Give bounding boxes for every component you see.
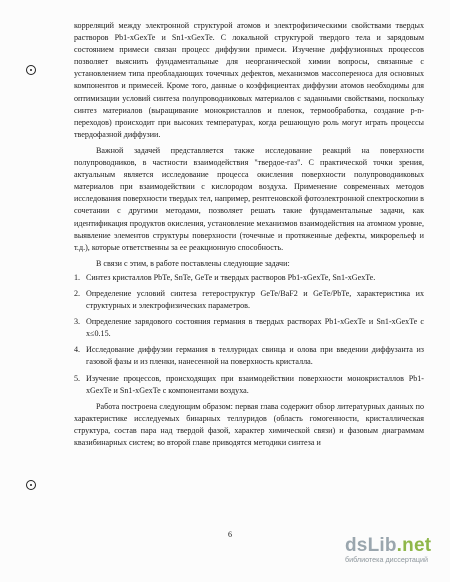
binder-hole-icon [26, 480, 36, 490]
logo-subtitle: библиотека диссертаций [345, 555, 429, 564]
paragraph: В связи с этим, в работе поставлены следующие задачи: [96, 258, 290, 268]
list-item: 3. Определение зарядового состояния германия в твердых растворах Pb1-xGexTe и Sn1-xGexTe с x≤0.15. [74, 317, 424, 339]
list-item: 4. Исследование диффузии германия в теллуридах свинца и олова при введении диффузанта из газовой фазы и из пленки, нанесенной на поверхность кристалла. [74, 345, 424, 367]
paragraph: Важной задачей представляется также исследование реакций на поверхности полупроводников, в частности взаимодействия "твердое-газ". С практической точки зрения, актуальным является исследование процесса окисления поверхности полупроводниковых материалов при взаимодействии с кислородом воздуха. Применение современных методов исследования поверхности твердых тел, например, рентгеновской фотоэлектронной спектроскопии в сочетании с другими методами, позволяет решать такие фундаментальные задачи, как идентификация продуктов окисления, установление механизмов взаимодействия на атомном уровне, выявление элементов структуры поверхности (точечные и протяженные дефекты, микрорельеф и т.д.), которые ответственны за ее реакционную способность. [74, 145, 424, 252]
watermark-logo [345, 535, 445, 579]
task-list [74, 272, 424, 397]
logo-brand: dsLib.net [345, 535, 432, 556]
list-item: 5. Изучение процессов, происходящих при взаимодействии поверхности монокристаллов Pb1-xGexTe и Sn1-xGexTe с компонентами воздуха. [74, 373, 424, 395]
page-number: 6 [228, 530, 232, 539]
paragraph: Работа построена следующим образом: первая глава содержит обзор литературных данных по характеристике исследуемых бинарных теллуридов (область гомогенности, кристаллическая структура, состав пара над твердой фазой, характер химической связи) и фазовым диаграммам квазибинарных систем; во второй главе приводятся методики синтеза и [74, 401, 424, 447]
binder-hole-icon [26, 65, 36, 75]
list-item: 1. Синтез кристаллов PbTe, SnTe, GeTe и твердых растворов Pb1-xGexTe, Sn1-xGexTe. [74, 272, 376, 282]
list-item: 2. Определение условий синтеза гетероструктур GeTe/BaF2 и GeTe/PbTe, характеристика их структурных и электрофизических параметров. [74, 288, 424, 311]
paragraph: корреляций между электронной структурой атомов и электрофизическими свойствами твердых растворов Pb1-xGexTe и Sn1-xGexTe. С локальной структурой твердого тела и зарядовым состоянием примеси связан процесс диффузии примеси. Изучение диффузионных процессов позволяет выяснить фундаментальные для неорганической химии вопросы, связанные с установлением типа преобладающих точечных дефектов, механизмов массопереноса для основных компонентов и примесей. Кроме того, данные о коэффициентах диффузии атомов необходимы для оптимизации условий синтеза полупроводниковых материалов с заданными свойствами, поскольку синтез материалов (выращивание монокристаллов и пленок, термообработка, создание p-n-переходов) происходит при высоких температурах, когда решающую роль могут играть процессы твердофазной диффузии. [74, 21, 424, 139]
body-text [74, 20, 424, 449]
